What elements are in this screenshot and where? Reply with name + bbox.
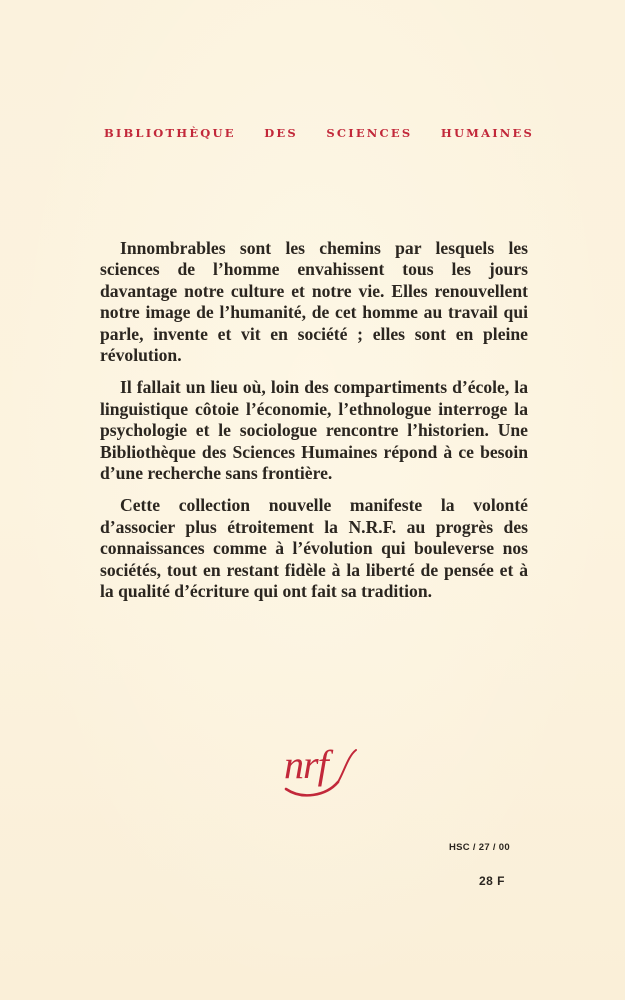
blurb-paragraph-2: Il fallait un lieu où, loin des compartiments d’école, la linguistique côtoie l’économie, l’ethnologue interroge la psychologie et le sociologue rencontre l’historien. Une Bibliothèque des Sciences Humaines répond à ce besoin d’une recherche sans frontière. (100, 377, 528, 484)
blurb-paragraph-1: Innombrables sont les chemins par lesquels les sciences de l’homme envahissent tous les jours davantage notre culture et notre vie. Elles renouvellent notre image de l’humanité, de cet homme au travail qui parle, invente et vit en société ; elles sont en pleine révolution. (100, 238, 528, 366)
blurb-text (100, 238, 528, 614)
catalog-code: HSC / 27 / 00 (449, 842, 510, 853)
blurb-paragraph-3: Cette collection nouvelle manifeste la volonté d’associer plus étroitement la N.R.F. au progrès des connaissances comme à l’évolution qui bouleverse nos sociétés, tout en restant fidèle à la liberté de pensée et à la qualité d’écriture qui ont fait sa tradition. (100, 495, 528, 602)
series-title: BIBLIOTHÈQUE DES SCIENCES HUMAINES (104, 126, 534, 140)
price-label: 28 F (479, 874, 506, 888)
nrf-logo-icon (272, 742, 362, 804)
svg-text:nrf: nrf (284, 742, 328, 787)
